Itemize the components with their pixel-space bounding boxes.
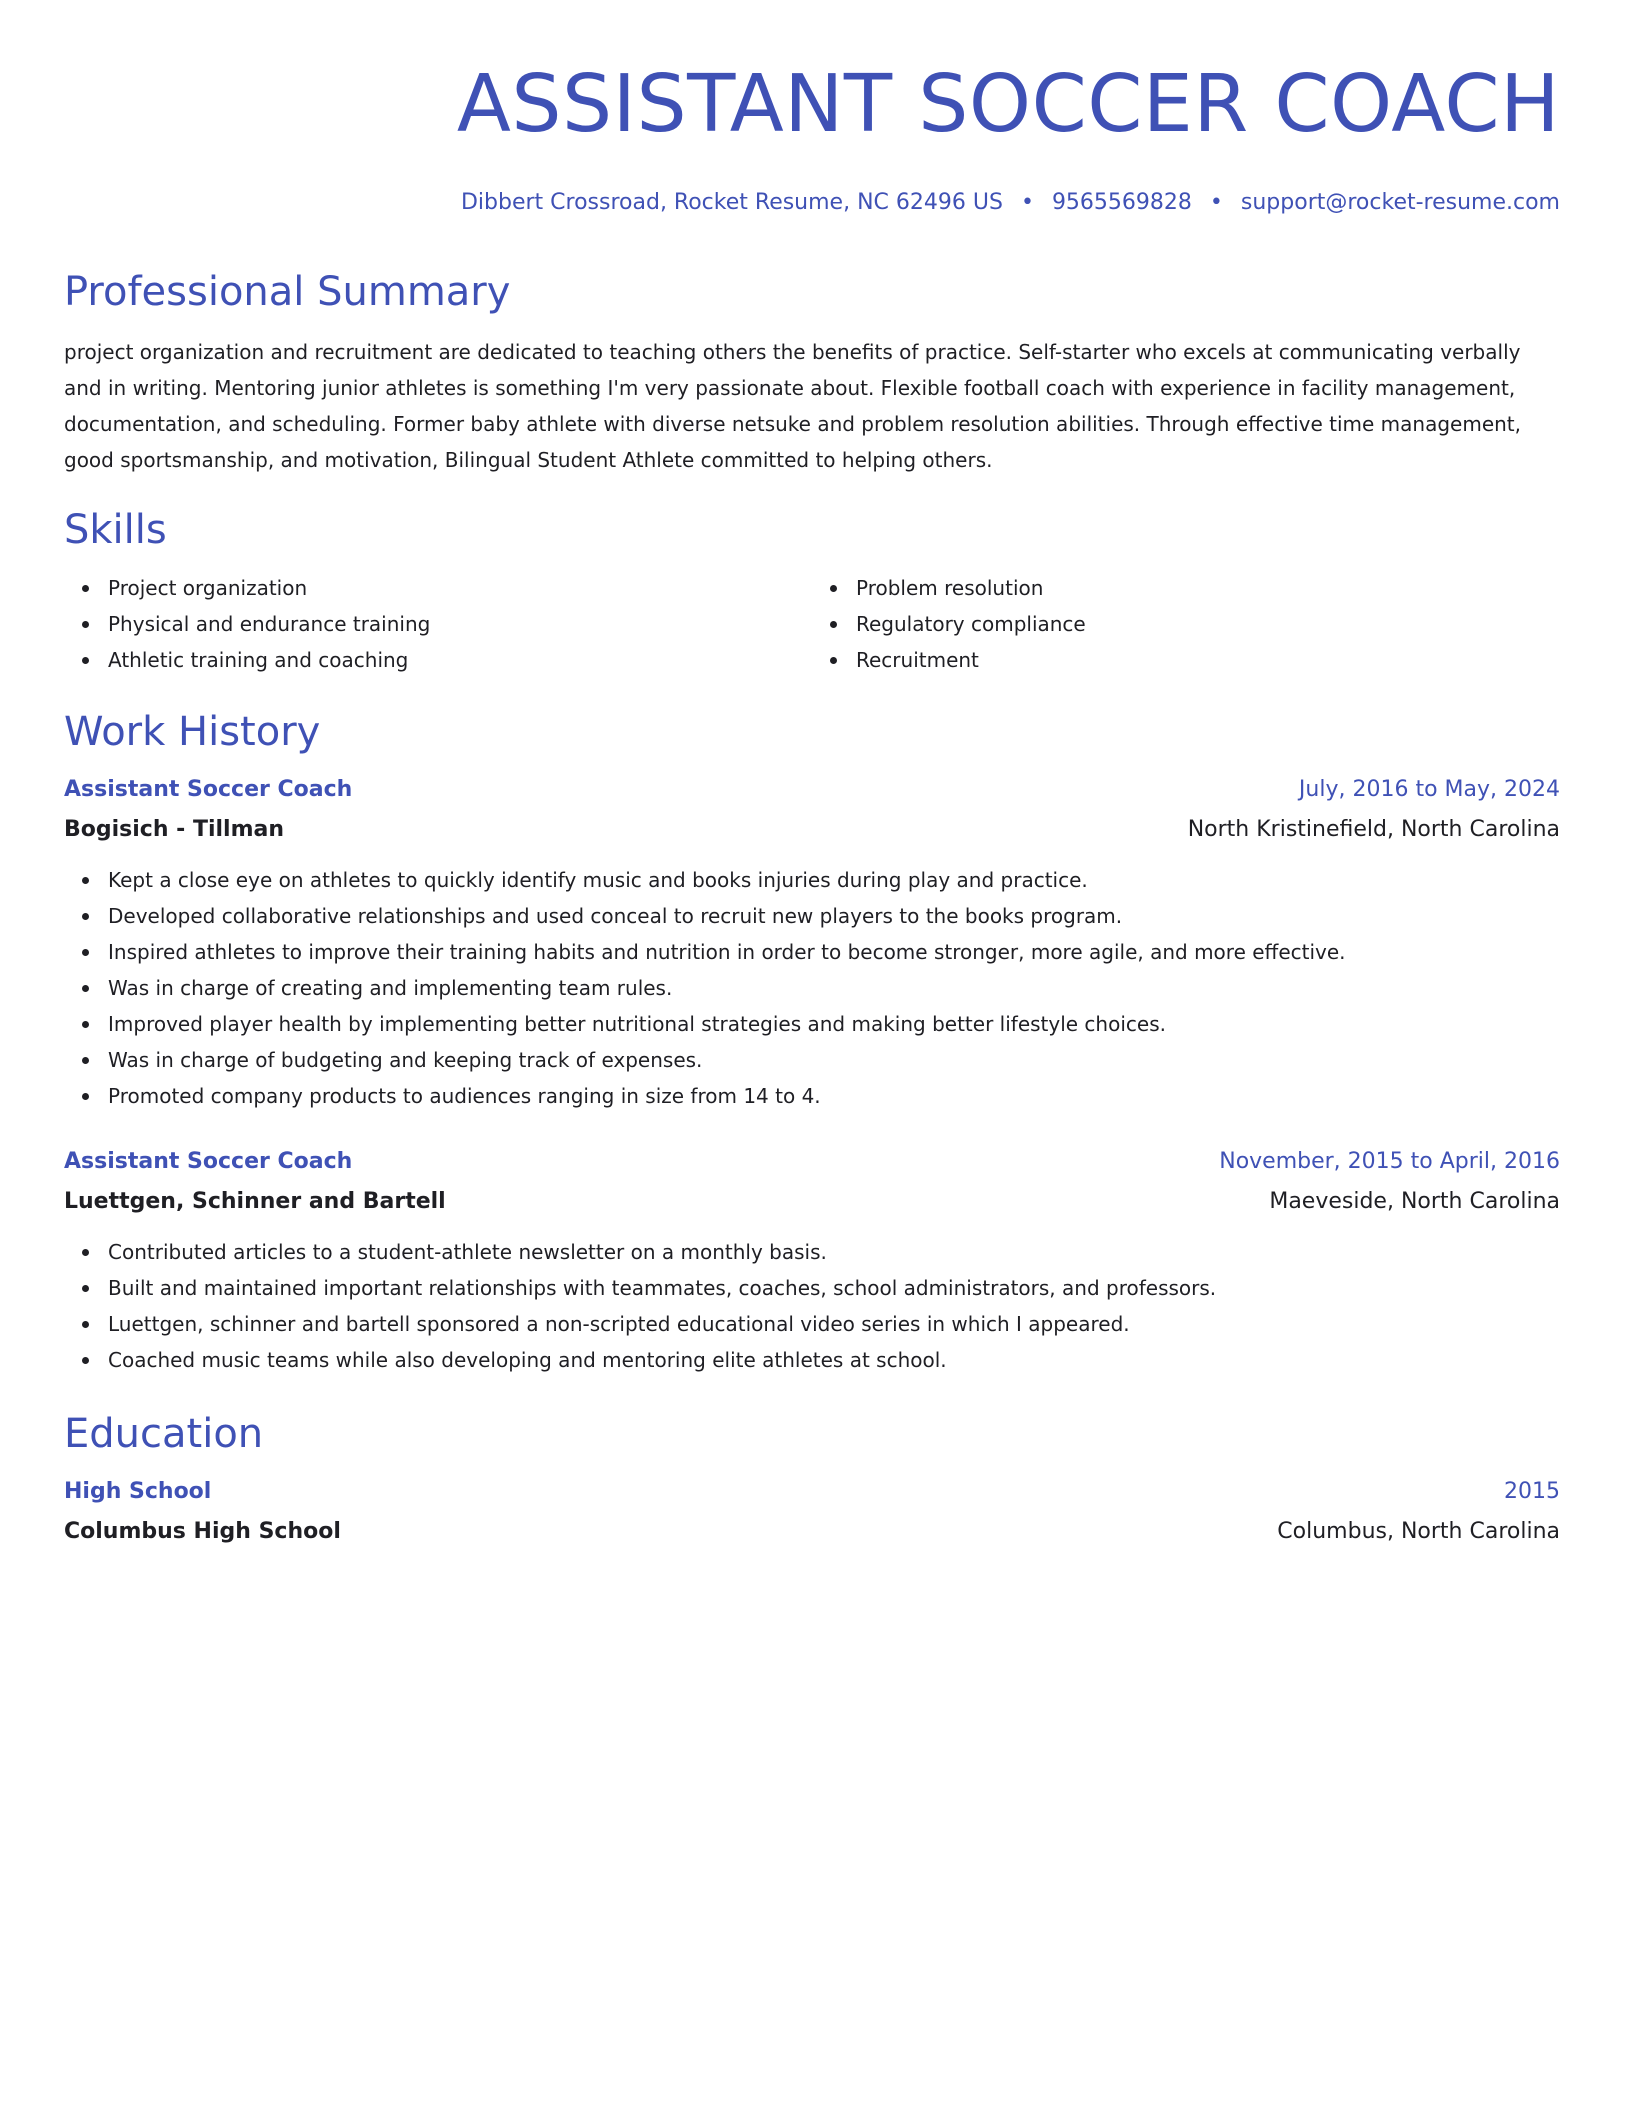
skill-item: Athletic training and coaching (108, 642, 812, 678)
employer-name: Luettgen, Schinner and Bartell (64, 1189, 446, 1214)
resume-page (64, 0, 1560, 1550)
separator-dot: • (1209, 190, 1223, 215)
school-location: Columbus, North Carolina (1277, 1519, 1560, 1544)
job-dates: November, 2015 to April, 2016 (1219, 1149, 1560, 1174)
education-entry (64, 1474, 1560, 1550)
job-title-row (64, 772, 1560, 808)
job-title-row (64, 1144, 1560, 1180)
contact-line (64, 188, 1560, 218)
skill-item: Physical and endurance training (108, 606, 812, 642)
job-location: Maeveside, North Carolina (1269, 1189, 1560, 1214)
skills-list-left (64, 570, 812, 678)
job-bullet: Luettgen, schinner and bartell sponsored a non-scripted educational video series in which I appeared. (108, 1306, 1560, 1342)
job-bullet: Developed collaborative relationships and used conceal to recruit new players to the books program. (108, 898, 1560, 934)
candidate-name: ASSISTANT SOCCER COACH (456, 58, 1560, 150)
phone-text: 9565569828 (1051, 190, 1192, 215)
job-bullet: Coached music teams while also developing and mentoring elite athletes at school. (108, 1342, 1560, 1378)
job-bullet: Built and maintained important relationships with teammates, coaches, school administrators, and professors. (108, 1270, 1560, 1306)
job-bullet: Improved player health by implementing better nutritional strategies and making better lifestyle choices. (108, 1006, 1560, 1042)
job-employer-row (64, 808, 1560, 848)
graduation-year: 2015 (1504, 1479, 1560, 1504)
job-bullet: Contributed articles to a student-athlete newsletter on a monthly basis. (108, 1234, 1560, 1270)
job-dates: July, 2016 to May, 2024 (1298, 777, 1560, 802)
employer-name: Bogisich - Tillman (64, 817, 285, 842)
job-bullet: Was in charge of budgeting and keeping track of expenses. (108, 1042, 1560, 1078)
skill-item: Project organization (108, 570, 812, 606)
job-employer-row (64, 1180, 1560, 1220)
skills-list-right (812, 570, 1560, 678)
skill-item: Recruitment (856, 642, 1560, 678)
job-bullets (64, 862, 1560, 1114)
skill-item: Problem resolution (856, 570, 1560, 606)
skill-item: Regulatory compliance (856, 606, 1560, 642)
job-title: Assistant Soccer Coach (64, 777, 353, 802)
job-entry (64, 772, 1560, 1114)
education-heading: Education (64, 1411, 264, 1457)
degree-name: High School (64, 1479, 212, 1504)
job-bullet: Was in charge of creating and implementing team rules. (108, 970, 1560, 1006)
job-bullet: Inspired athletes to improve their training habits and nutrition in order to become stronger, more agile, and more effective. (108, 934, 1560, 970)
address-text: Dibbert Crossroad, Rocket Resume, NC 62496 US (460, 190, 1003, 215)
summary-text: project organization and recruitment are dedicated to teaching others the benefits of practice. Self-starter who excels at communicating verbally and in writing. Mentoring junior athletes is something I'm very passionate about. Flexible football coach with experience in facility management, documentation, and scheduling. Former baby athlete with diverse netsuke and problem resolution abilities. Through effective time management, good sportsmanship, and motivation, Bilingual Student Athlete committed to helping others. (64, 340, 1521, 472)
job-bullets (64, 1234, 1560, 1378)
job-location: North Kristinefield, North Carolina (1187, 817, 1560, 842)
summary-heading: Professional Summary (64, 269, 511, 315)
school-name: Columbus High School (64, 1519, 341, 1544)
separator-dot: • (1020, 190, 1034, 215)
skills-heading: Skills (64, 507, 167, 553)
job-entry (64, 1144, 1560, 1378)
job-bullet: Kept a close eye on athletes to quickly identify music and books injuries during play and practice. (108, 862, 1560, 898)
email-link[interactable]: support@rocket-resume.com (1240, 190, 1560, 215)
work-history-heading: Work History (64, 709, 321, 755)
resume-header (64, 0, 1560, 218)
job-title: Assistant Soccer Coach (64, 1149, 353, 1174)
skills-grid (64, 570, 1560, 678)
education-degree-row (64, 1474, 1560, 1510)
job-bullet: Promoted company products to audiences ranging in size from 14 to 4. (108, 1078, 1560, 1114)
education-school-row (64, 1510, 1560, 1550)
